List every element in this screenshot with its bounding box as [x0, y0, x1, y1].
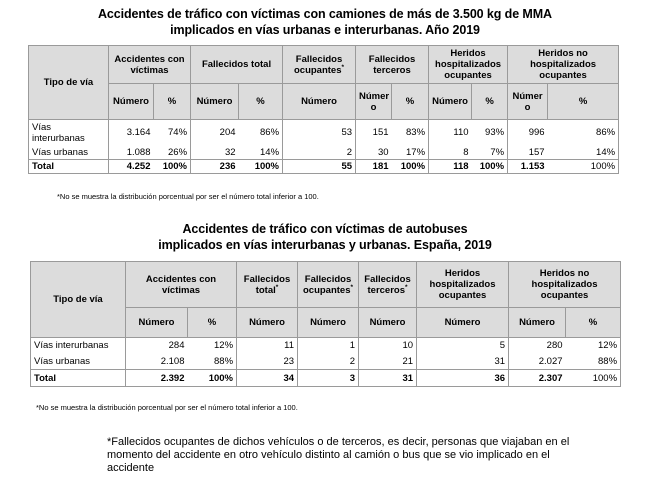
table1-header-tipo-via: Tipo de vía: [29, 46, 109, 120]
cell: 34: [237, 370, 298, 387]
cell: 151: [356, 120, 392, 146]
table1-sub-pct: %: [472, 84, 508, 120]
cell: 5: [417, 338, 509, 354]
table1-header-heridos-no-hosp: Heridos no hospitalizados ocupantes: [508, 46, 619, 84]
table2: [30, 261, 621, 387]
cell: 996: [508, 120, 548, 146]
cell: 100%: [472, 160, 508, 174]
table1-header-accidentes: Accidentes con víctimas: [109, 46, 191, 84]
cell: 12%: [188, 338, 237, 354]
table1-sub-pct: %: [548, 84, 619, 120]
cell: 8: [429, 146, 472, 160]
table2-sub-numero: Número: [126, 308, 188, 338]
cell: 1: [298, 338, 359, 354]
table1-note: *No se muestra la distribución porcentual por ser el número total inferior a 100.: [57, 192, 319, 201]
table1-sub-pct: %: [154, 84, 191, 120]
table-total-row: [29, 160, 619, 174]
cell: 23: [237, 354, 298, 370]
table1-sub-numero: Número: [109, 84, 154, 120]
table1-title-line1: Accidentes de tráfico con víctimas con camiones de más de 3.500 kg de MMA: [98, 7, 552, 21]
cell: 86%: [548, 120, 619, 146]
cell: 100%: [188, 370, 237, 387]
table1-sub-numero: Número: [191, 84, 239, 120]
cell: 21: [359, 354, 417, 370]
cell: 26%: [154, 146, 191, 160]
table-total-row: [31, 370, 621, 387]
table1: [28, 45, 619, 174]
table2-header-heridos-hosp: Heridos hospitalizados ocupantes: [417, 262, 509, 308]
table1-header-fallecidos-terceros: Fallecidos terceros: [356, 46, 429, 84]
cell: 86%: [239, 120, 283, 146]
cell: 118: [429, 160, 472, 174]
cell: 88%: [188, 354, 237, 370]
table1-sub-pct: %: [392, 84, 429, 120]
table2-note: *No se muestra la distribución porcentual por ser el número total inferior a 100.: [36, 403, 298, 412]
cell: 2.108: [126, 354, 188, 370]
table2-sub-pct: %: [188, 308, 237, 338]
row-label: Total: [29, 160, 109, 174]
cell: 14%: [239, 146, 283, 160]
table-row: [31, 338, 621, 354]
cell: 100%: [392, 160, 429, 174]
cell: 280: [509, 338, 566, 354]
cell: 12%: [566, 338, 621, 354]
cell: 100%: [154, 160, 191, 174]
cell: 17%: [392, 146, 429, 160]
cell: 3: [298, 370, 359, 387]
cell: 55: [283, 160, 356, 174]
table2-header-fallecidos-terceros: Fallecidos terceros*: [359, 262, 417, 308]
cell: 284: [126, 338, 188, 354]
cell: 2: [298, 354, 359, 370]
cell: 110: [429, 120, 472, 146]
row-label: Vías interurbanas: [31, 338, 126, 354]
table1-header-fallecidos-total: Fallecidos total: [191, 46, 283, 84]
cell: 88%: [566, 354, 621, 370]
cell: 11: [237, 338, 298, 354]
table2-title-line1: Accidentes de tráfico con víctimas de autobuses: [182, 222, 468, 236]
table1-sub-numero: Número: [429, 84, 472, 120]
cell: 83%: [392, 120, 429, 146]
table2-header-fallecidos-total: Fallecidos total*: [237, 262, 298, 308]
cell: 53: [283, 120, 356, 146]
cell: 181: [356, 160, 392, 174]
cell: 14%: [548, 146, 619, 160]
cell: 2.027: [509, 354, 566, 370]
cell: 1.088: [109, 146, 154, 160]
table-row: [31, 354, 621, 370]
table2-sub-numero: Número: [509, 308, 566, 338]
table2-header-heridos-no-hosp: Heridos no hospitalizados ocupantes: [509, 262, 621, 308]
row-label: Vías urbanas: [29, 146, 109, 160]
cell: 7%: [472, 146, 508, 160]
cell: 32: [191, 146, 239, 160]
cell: 2.307: [509, 370, 566, 387]
table2-header-fallecidos-ocupantes: Fallecidos ocupantes*: [298, 262, 359, 308]
table1-sub-pct: %: [239, 84, 283, 120]
table2-title: [0, 221, 650, 253]
row-label: Vías interurbanas: [29, 120, 109, 146]
cell: 93%: [472, 120, 508, 146]
table2-sub-pct: %: [566, 308, 621, 338]
table1-sub-numero: Númer o: [508, 84, 548, 120]
table-row: [29, 120, 619, 146]
cell: 100%: [548, 160, 619, 174]
table2-header-tipo-via: Tipo de vía: [31, 262, 126, 338]
cell: 100%: [566, 370, 621, 387]
table2-header-accidentes: Accidentes con víctimas: [126, 262, 237, 308]
table-row: [29, 146, 619, 160]
cell: 30: [356, 146, 392, 160]
table2-sub-numero: Número: [417, 308, 509, 338]
table2-sub-numero: Número: [298, 308, 359, 338]
row-label: Vías urbanas: [31, 354, 126, 370]
cell: 1.153: [508, 160, 548, 174]
cell: 2: [283, 146, 356, 160]
cell: 10: [359, 338, 417, 354]
cell: 157: [508, 146, 548, 160]
table1-title: [0, 6, 650, 38]
table1-title-line2: implicados en vías urbanas e interurbanas. Año 2019: [170, 23, 480, 37]
row-label: Total: [31, 370, 126, 387]
table2-sub-numero: Número: [237, 308, 298, 338]
cell: 74%: [154, 120, 191, 146]
cell: 4.252: [109, 160, 154, 174]
table2-sub-numero: Número: [359, 308, 417, 338]
table1-header-fallecidos-ocupantes: Fallecidos ocupantes*: [283, 46, 356, 84]
cell: 3.164: [109, 120, 154, 146]
cell: 204: [191, 120, 239, 146]
cell: 2.392: [126, 370, 188, 387]
table2-title-line2: implicados en vías interurbanas y urbanas. España, 2019: [158, 238, 492, 252]
cell: 31: [359, 370, 417, 387]
table1-header-heridos-hosp: Heridos hospitalizados ocupantes: [429, 46, 508, 84]
cell: 100%: [239, 160, 283, 174]
cell: 36: [417, 370, 509, 387]
cell: 236: [191, 160, 239, 174]
table1-sub-numero: Número: [283, 84, 356, 120]
cell: 31: [417, 354, 509, 370]
footnote: *Fallecidos ocupantes de dichos vehículos o de terceros, es decir, personas que viajaban en el momento del accidente en otro vehículo distinto al camión o bus que se vio implicado en el accidente: [107, 436, 570, 474]
table1-sub-numero: Númer o: [356, 84, 392, 120]
